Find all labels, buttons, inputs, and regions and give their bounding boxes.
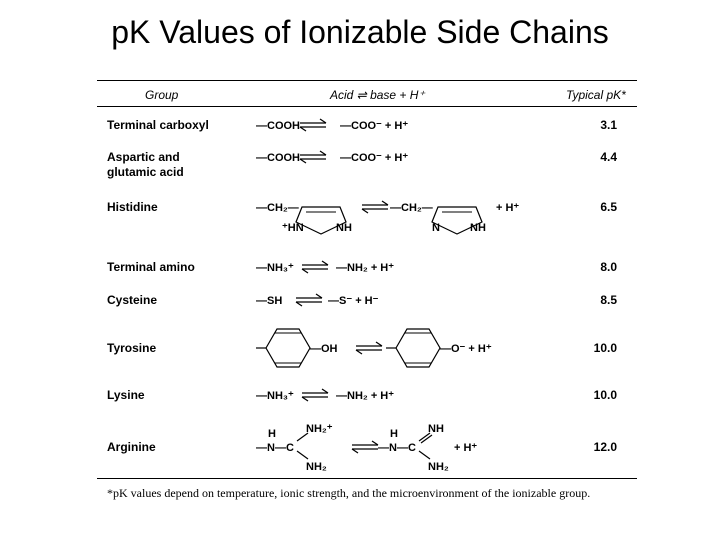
- pk-cysteine: 8.5: [600, 293, 617, 307]
- equilibria-diagram: [240, 0, 580, 490]
- group-terminal-amino: Terminal amino: [107, 260, 195, 274]
- group-tyrosine: Tyrosine: [107, 341, 157, 355]
- phenolate-ring: [396, 329, 440, 367]
- footnote: *pK values depend on temperature, ionic strength, and the microenvironment of the ionizable group.: [107, 486, 591, 500]
- table-bottom-rule: [97, 478, 637, 479]
- acid-lysine: —NH₃⁺: [256, 390, 294, 402]
- header-group: Group: [145, 88, 179, 102]
- acid-histidine-n1: ⁺HN: [282, 222, 304, 234]
- acid-tyrosine: —OH: [310, 343, 338, 355]
- base-histidine-n2: NH: [470, 222, 486, 234]
- base-arginine-h: H: [390, 428, 398, 440]
- group-aspartic-glutamic: Aspartic and glutamic acid: [107, 150, 184, 179]
- pk-arginine: 12.0: [593, 440, 617, 454]
- acid-arginine-h: H: [268, 428, 276, 440]
- header-pk: Typical pK*: [566, 88, 626, 102]
- header-equilibrium: Acid ⇌ base + H⁺: [330, 88, 425, 102]
- group-lysine: Lysine: [107, 388, 145, 402]
- proton-arginine: + H⁺: [454, 442, 478, 454]
- base-tyrosine: —O⁻ + H⁺: [440, 343, 492, 355]
- base-terminal-carboxyl: —COO⁻ + H⁺: [340, 120, 409, 132]
- page-title: pK Values of Ionizable Side Chains: [111, 14, 609, 50]
- acid-arginine-top: NH₂⁺: [306, 423, 333, 435]
- acid-histidine-n2: NH: [336, 222, 352, 234]
- acid-terminal-carboxyl: —COOH: [256, 120, 300, 132]
- pk-terminal-carboxyl: 3.1: [600, 118, 617, 132]
- base-lysine: —NH₂ + H⁺: [336, 390, 395, 402]
- acid-histidine-ch2: —CH₂—: [256, 202, 299, 214]
- base-cysteine: —S⁻ + H⁻: [328, 295, 379, 307]
- acid-aspartic-glutamic: —COOH: [256, 152, 300, 164]
- equilibrium-arrow: [300, 151, 326, 163]
- acid-arginine-bottom: NH₂: [306, 461, 327, 473]
- base-histidine-ch2: —CH₂—: [390, 202, 433, 214]
- group-arginine: Arginine: [107, 440, 156, 454]
- equilibrium-arrow: [302, 261, 328, 273]
- equilibrium-arrow: [300, 119, 326, 131]
- pk-terminal-amino: 8.0: [600, 260, 617, 274]
- pk-lysine: 10.0: [593, 388, 617, 402]
- acid-cysteine: —SH: [256, 295, 283, 307]
- base-aspartic-glutamic: —COO⁻ + H⁺: [340, 152, 409, 164]
- group-terminal-carboxyl: Terminal carboxyl: [107, 118, 209, 132]
- pk-tyrosine: 10.0: [593, 341, 617, 355]
- phenol-ring: [266, 329, 310, 367]
- pk-aspartic-glutamic: 4.4: [600, 150, 617, 164]
- base-arginine-bottom: NH₂: [428, 461, 449, 473]
- base-terminal-amino: —NH₂ + H⁺: [336, 262, 395, 274]
- equilibrium-arrow: [356, 342, 382, 354]
- base-histidine-n1: N: [432, 222, 440, 234]
- equilibrium-arrow: [362, 201, 388, 213]
- acid-arginine-mid: —N—C: [256, 442, 294, 454]
- group-histidine: Histidine: [107, 200, 158, 214]
- pk-histidine: 6.5: [600, 200, 617, 214]
- base-arginine-top: NH: [428, 423, 444, 435]
- equilibrium-arrow: [296, 294, 322, 306]
- equilibrium-arrow: [352, 441, 378, 453]
- base-arginine-mid: —N—C: [378, 442, 416, 454]
- equilibrium-arrow: [302, 389, 328, 401]
- group-cysteine: Cysteine: [107, 293, 158, 307]
- proton-histidine: + H⁺: [496, 202, 520, 214]
- acid-terminal-amino: —NH₃⁺: [256, 262, 294, 274]
